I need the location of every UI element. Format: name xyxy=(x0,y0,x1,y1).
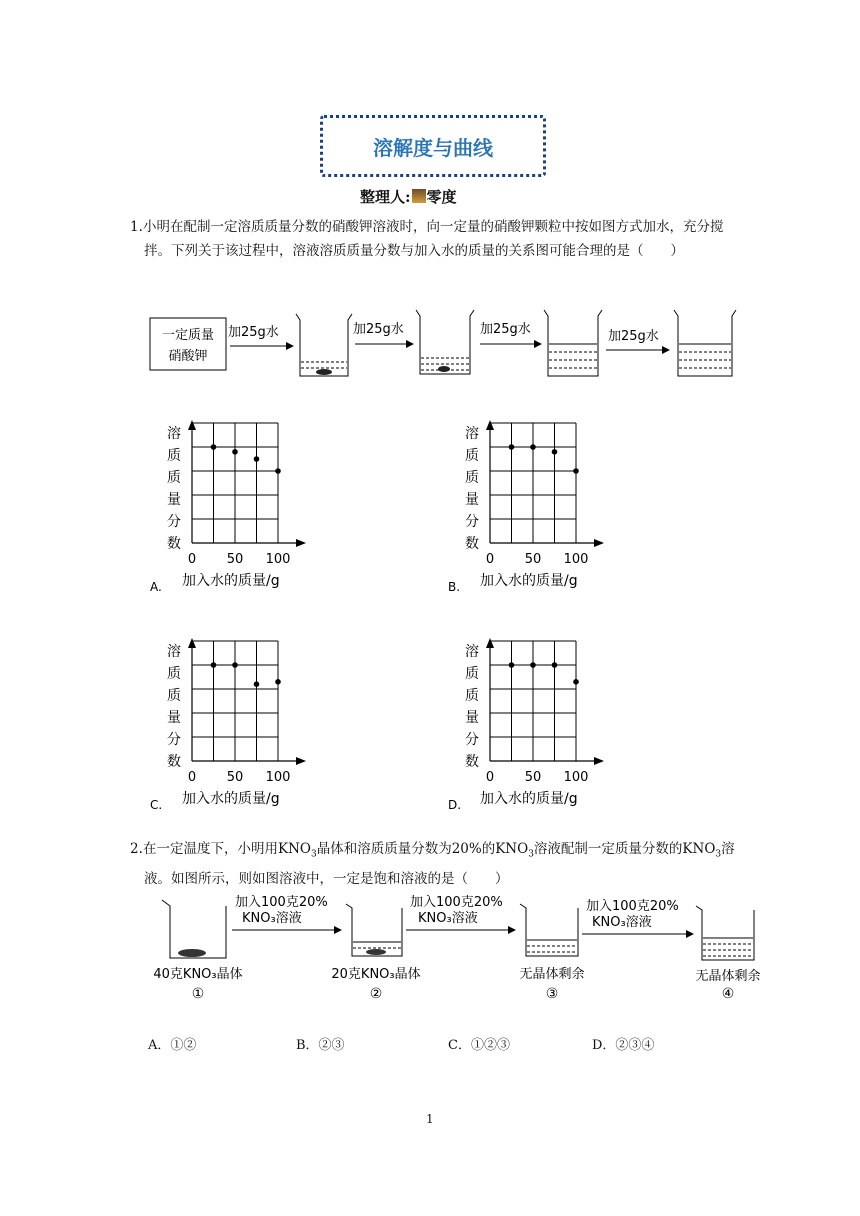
arrow-3-label: 加25g水 xyxy=(480,322,531,337)
q2-beaker-1-mark: ① xyxy=(191,986,205,1002)
question-2-number: 2. xyxy=(130,841,143,857)
question-1 xyxy=(130,215,740,263)
q1-process-diagram xyxy=(140,300,760,390)
svg-text:KNO₃溶液: KNO₃溶液 xyxy=(242,911,302,926)
q2-beaker-2 xyxy=(331,904,420,1002)
q2-option-c[interactable]: C．①②③ xyxy=(448,1038,510,1053)
data-point xyxy=(552,449,558,455)
start-box-line2: 硝酸钾 xyxy=(168,349,208,364)
svg-text:加入100克20%: 加入100克20% xyxy=(586,899,679,914)
ylabel-char: 溶 xyxy=(465,426,479,442)
question-1-number: 1. xyxy=(130,219,143,235)
beaker-1 xyxy=(296,314,352,376)
arrow-4-label: 加25g水 xyxy=(608,329,659,344)
x-axis-arrow xyxy=(296,757,306,765)
question-2-text: 在一定温度下，小明用$KNO_3$晶体和溶质质量分数为20%的$KNO_3$溶液配制一定质量分数的$KNO_3$溶液。如图所示，则如图溶液中，一定是饱和溶液的是（ ） xyxy=(143,841,735,887)
svg-text:KNO₃溶液: KNO₃溶液 xyxy=(418,911,478,926)
arrow-3 xyxy=(480,321,542,348)
ylabel-char: 分 xyxy=(167,732,181,748)
ylabel-char: 质 xyxy=(465,448,479,464)
q2-beaker-1 xyxy=(153,900,242,1002)
q2-option-d[interactable]: D．②③④ xyxy=(592,1038,655,1053)
start-box-line1: 一定质量 xyxy=(161,328,215,343)
graph-option-b xyxy=(438,410,738,600)
ylabel-char: 量 xyxy=(465,710,479,726)
option-letter: B. xyxy=(448,580,461,594)
data-point xyxy=(509,662,515,668)
q2-arrow-3 xyxy=(582,898,694,938)
ylabel-char: 数 xyxy=(465,754,479,770)
arrow-2 xyxy=(353,321,414,348)
page-title: 溶解度与曲线 xyxy=(373,135,493,160)
svg-text:KNO₃溶液: KNO₃溶液 xyxy=(592,915,652,930)
x-tick-label: 0 xyxy=(485,552,495,567)
q2-beaker-1-label: 40克KNO₃晶体 xyxy=(153,967,243,982)
x-tick-label: 50 xyxy=(524,552,542,567)
data-point xyxy=(254,456,260,462)
ylabel-char: 质 xyxy=(167,688,181,704)
q2-arrow-2 xyxy=(406,894,516,934)
x-tick-label: 0 xyxy=(187,552,197,567)
author-prefix: 整理人: xyxy=(360,188,411,206)
x-tick-label: 100 xyxy=(563,770,589,785)
graph-option-a xyxy=(140,410,440,600)
q2-beaker-3 xyxy=(519,904,584,1002)
q2-beaker-3-label: 无晶体剩余 xyxy=(519,967,585,982)
y-axis-arrow xyxy=(188,420,196,430)
y-axis-arrow xyxy=(486,638,494,648)
question-2 xyxy=(130,837,740,891)
option-letter: D. xyxy=(448,798,462,812)
x-tick-label: 0 xyxy=(187,770,197,785)
data-point xyxy=(254,681,260,687)
arrow-1 xyxy=(228,324,294,350)
ylabel-char: 量 xyxy=(465,492,479,508)
svg-text:加入100克20%: 加入100克20% xyxy=(235,895,328,910)
ylabel-char: 数 xyxy=(167,754,181,770)
arrow-4 xyxy=(606,328,670,354)
ylabel-char: 质 xyxy=(167,470,181,486)
data-point xyxy=(573,468,579,474)
x-axis-label: 加入水的质量/g xyxy=(182,791,280,807)
data-point xyxy=(211,662,217,668)
data-point xyxy=(573,679,579,685)
data-point xyxy=(509,444,515,450)
x-axis-arrow xyxy=(594,539,604,547)
q2-arrow-1 xyxy=(232,894,342,934)
svg-text:加入100克20%: 加入100克20% xyxy=(410,895,503,910)
title-box xyxy=(320,115,546,177)
option-letter: C. xyxy=(150,798,163,812)
q2-beaker-2-label: 20克KNO₃晶体 xyxy=(331,967,421,982)
data-point xyxy=(232,662,238,668)
x-tick-label: 100 xyxy=(265,770,291,785)
ylabel-char: 溶 xyxy=(465,644,479,660)
x-axis-arrow xyxy=(296,539,306,547)
ylabel-char: 溶 xyxy=(167,426,181,442)
q2-option-b[interactable]: B．②③ xyxy=(296,1038,345,1053)
beaker-3 xyxy=(544,310,602,376)
ylabel-char: 数 xyxy=(465,536,479,552)
graph-option-c xyxy=(140,628,440,818)
x-axis-arrow xyxy=(594,757,604,765)
arrow-1-label: 加25g水 xyxy=(228,325,279,340)
ylabel-char: 质 xyxy=(465,666,479,682)
x-axis-label: 加入水的质量/g xyxy=(182,573,280,589)
x-tick-label: 50 xyxy=(226,552,244,567)
data-point xyxy=(530,662,536,668)
arrow-2-label: 加25g水 xyxy=(353,322,404,337)
q2-beaker-4 xyxy=(695,906,760,1002)
ylabel-char: 质 xyxy=(465,688,479,704)
data-point xyxy=(530,444,536,450)
author-line xyxy=(360,186,457,207)
q2-process-diagram xyxy=(140,892,780,1017)
ylabel-char: 质 xyxy=(167,666,181,682)
graph-option-d xyxy=(438,628,738,818)
data-point xyxy=(211,444,217,450)
y-axis-arrow xyxy=(188,638,196,648)
ylabel-char: 分 xyxy=(465,732,479,748)
x-tick-label: 50 xyxy=(226,770,244,785)
ylabel-char: 质 xyxy=(465,470,479,486)
data-point xyxy=(275,679,281,685)
q2-beaker-3-mark: ③ xyxy=(545,986,559,1002)
ylabel-char: 溶 xyxy=(167,644,181,660)
x-tick-label: 0 xyxy=(485,770,495,785)
ylabel-char: 数 xyxy=(167,536,181,552)
data-point xyxy=(275,468,281,474)
beaker-2 xyxy=(416,310,474,374)
x-axis-label: 加入水的质量/g xyxy=(480,791,578,807)
x-tick-label: 100 xyxy=(265,552,291,567)
y-axis-arrow xyxy=(486,420,494,430)
author-logo-icon xyxy=(412,189,426,203)
option-letter: A. xyxy=(150,580,162,594)
x-axis-label: 加入水的质量/g xyxy=(480,573,578,589)
ylabel-char: 量 xyxy=(167,492,181,508)
ylabel-char: 分 xyxy=(465,514,479,530)
ylabel-char: 量 xyxy=(167,710,181,726)
question-1-text: 小明在配制一定溶质质量分数的硝酸钾溶液时，向一定量的硝酸钾颗粒中按如图方式加水，充分搅拌。下列关于该过程中，溶液溶质质量分数与加入水的质量的关系图可能合理的是（ ） xyxy=(143,219,724,259)
q2-beaker-4-label: 无晶体剩余 xyxy=(695,969,761,984)
data-point xyxy=(232,449,238,455)
q2-option-a[interactable]: A．①② xyxy=(148,1038,197,1053)
x-tick-label: 100 xyxy=(563,552,589,567)
q2-beaker-4-mark: ④ xyxy=(721,986,735,1002)
page-number: 1 xyxy=(426,1112,434,1126)
q2-beaker-2-mark: ② xyxy=(369,986,383,1002)
data-point xyxy=(552,662,558,668)
beaker-4 xyxy=(674,310,736,376)
x-tick-label: 50 xyxy=(524,770,542,785)
author-name: 零度 xyxy=(426,188,457,206)
ylabel-char: 分 xyxy=(167,514,181,530)
ylabel-char: 质 xyxy=(167,448,181,464)
